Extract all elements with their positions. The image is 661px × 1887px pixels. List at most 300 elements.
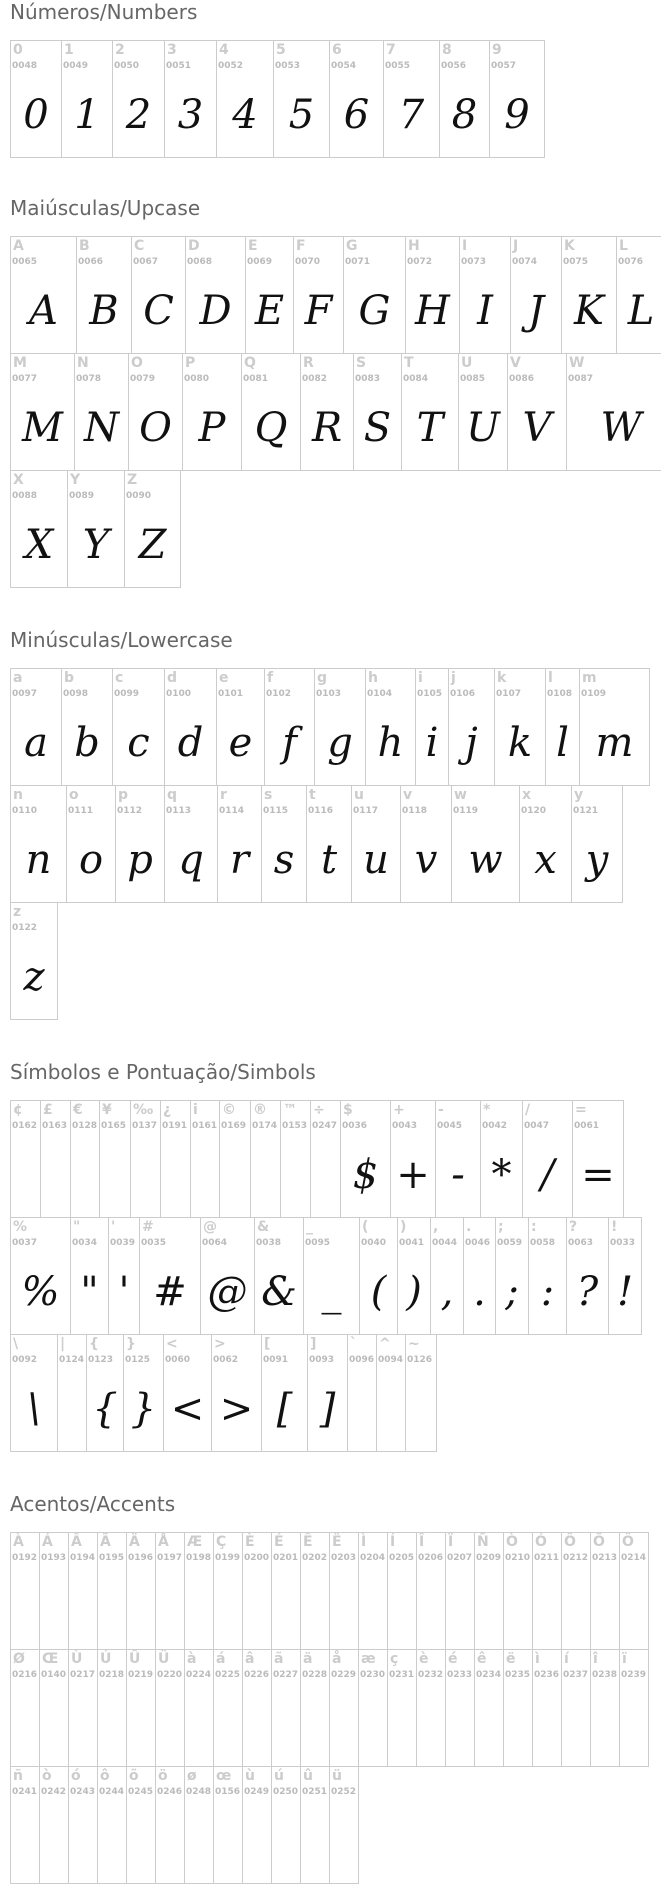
glyph-code-label: 0137 xyxy=(132,1121,158,1131)
glyph-cell-u27 xyxy=(108,1217,140,1335)
glyph-code-label: 0049 xyxy=(63,61,89,71)
glyph-code-label: 0251 xyxy=(302,1787,328,1797)
glyph-cell-u28 xyxy=(359,1217,398,1335)
glyph-sample: ( xyxy=(370,1269,387,1315)
glyph-char-label: w xyxy=(454,787,467,803)
glyph-code-label: 0097 xyxy=(12,689,38,699)
glyph-char-label: O xyxy=(131,355,143,371)
glyph-sample: q xyxy=(178,837,204,883)
glyph-cell-ua9 xyxy=(219,1100,251,1218)
glyph-char-label: ç xyxy=(390,1651,399,1667)
glyph-char-label: y xyxy=(574,787,584,803)
glyph-char-label: ó xyxy=(71,1768,81,1784)
glyph-char-label: K xyxy=(564,238,575,254)
glyph-code-label: 0086 xyxy=(509,374,535,384)
glyph-code-label: 0096 xyxy=(349,1355,375,1365)
glyph-code-label: 0169 xyxy=(221,1121,247,1131)
glyph-char-label: i xyxy=(418,670,423,686)
glyph-code-label: 0224 xyxy=(186,1670,212,1680)
glyph-cell-u2d xyxy=(435,1100,481,1218)
glyph-code-label: 0069 xyxy=(247,257,273,267)
glyph-sample: o xyxy=(78,837,104,883)
glyph-cell-g-upper xyxy=(343,236,406,354)
glyph-cell-u21 xyxy=(608,1217,642,1335)
glyph-char-label: ÷ xyxy=(313,1102,325,1118)
glyph-char-label: É xyxy=(274,1534,284,1550)
glyph-code-label: 0057 xyxy=(491,61,517,71)
glyph-code-label: 0091 xyxy=(263,1355,289,1365)
glyph-code-label: 0126 xyxy=(407,1355,433,1365)
glyph-cell-c-upper xyxy=(131,236,186,354)
glyph-cell-k-upper xyxy=(561,236,617,354)
glyph-cell-w-upper xyxy=(566,353,661,471)
glyph-sample: @ xyxy=(207,1269,248,1315)
glyph-char-label: ) xyxy=(400,1219,407,1235)
glyph-char-label: . xyxy=(466,1219,472,1235)
glyph-code-label: 0099 xyxy=(114,689,140,699)
glyph-code-label: 0051 xyxy=(166,61,192,71)
glyph-code-label: 0083 xyxy=(355,374,381,384)
glyph-code-label: 0066 xyxy=(78,257,104,267)
glyph-cell-u7e xyxy=(405,1334,437,1452)
glyph-cell-o-upper xyxy=(128,353,183,471)
glyph-cell-ud6 xyxy=(619,1532,649,1650)
glyph-char-label: å xyxy=(332,1651,342,1667)
glyph-cell-5 xyxy=(273,40,330,158)
glyph-code-label: 0218 xyxy=(99,1670,125,1680)
glyph-cell-ud4 xyxy=(561,1532,591,1650)
glyph-cell-uc1 xyxy=(39,1532,69,1650)
glyph-char-label: W xyxy=(569,355,585,371)
glyph-char-label: q xyxy=(167,787,178,803)
glyph-char-label: e xyxy=(219,670,229,686)
glyph-cell-uf9 xyxy=(242,1766,272,1884)
glyph-cell-a xyxy=(10,668,62,786)
glyph-code-label: 0243 xyxy=(70,1787,96,1797)
glyph-char-label: ï xyxy=(622,1651,627,1667)
glyph-code-label: 0064 xyxy=(202,1238,228,1248)
glyph-char-label: $ xyxy=(343,1102,353,1118)
glyph-char-label: k xyxy=(497,670,507,686)
glyph-char-label: / xyxy=(525,1102,531,1118)
glyph-code-label: 0112 xyxy=(117,806,143,816)
glyph-char-label: Ô xyxy=(564,1534,576,1550)
glyph-cell-uf7 xyxy=(310,1100,341,1218)
glyph-sample: y xyxy=(585,837,609,883)
glyph-cell-u7d xyxy=(123,1334,164,1452)
glyph-code-label: 0198 xyxy=(186,1553,212,1563)
glyph-cell-4 xyxy=(216,40,274,158)
glyph-code-label: 0252 xyxy=(331,1787,357,1797)
glyph-sample: ] xyxy=(319,1386,336,1432)
glyph-code-label: 0085 xyxy=(460,374,486,384)
glyph-sample: K xyxy=(574,288,604,334)
glyph-code-label: 0116 xyxy=(308,806,334,816)
glyph-char-label: Ø xyxy=(13,1651,25,1667)
glyph-char-label: Ü xyxy=(158,1651,170,1667)
glyph-cell-uc6 xyxy=(184,1532,214,1650)
glyph-cell-z xyxy=(10,902,58,1020)
glyph-cell-2 xyxy=(112,40,165,158)
glyph-code-label: 0034 xyxy=(72,1238,98,1248)
glyph-cell-m-upper xyxy=(10,353,75,471)
glyph-char-label: Å xyxy=(158,1534,169,1550)
glyph-cell-l-upper xyxy=(616,236,661,354)
glyph-char-label: œ xyxy=(216,1768,232,1784)
glyph-char-label: Ì xyxy=(361,1534,367,1550)
glyph-cell-u3c xyxy=(163,1334,212,1452)
glyph-sample: p xyxy=(127,837,153,883)
glyph-sample: S xyxy=(363,405,392,451)
glyph-code-label: 0065 xyxy=(12,257,38,267)
glyph-cell-u3d xyxy=(572,1100,624,1218)
glyph-cell-uef xyxy=(619,1649,649,1767)
glyph-sample: x xyxy=(534,837,557,883)
glyph-char-label: ã xyxy=(274,1651,284,1667)
glyph-code-label: 0229 xyxy=(331,1670,357,1680)
glyph-char-label: ú xyxy=(274,1768,284,1784)
glyph-char-label: & xyxy=(257,1219,270,1235)
glyph-cell-ua3 xyxy=(40,1100,71,1218)
glyph-char-label: Í xyxy=(390,1534,396,1550)
glyph-char-label: Æ xyxy=(187,1534,203,1550)
glyph-cell-u7b xyxy=(86,1334,124,1452)
glyph-code-label: 0248 xyxy=(186,1787,212,1797)
glyph-cell-ueb xyxy=(503,1649,533,1767)
glyph-cell-u25 xyxy=(10,1217,71,1335)
glyph-code-label: 0119 xyxy=(453,806,479,816)
glyph-char-label: ò xyxy=(42,1768,52,1784)
glyph-char-label: R xyxy=(303,355,314,371)
glyph-char-label: [ xyxy=(264,1336,271,1352)
glyph-code-label: 0113 xyxy=(166,806,192,816)
glyph-code-label: 0037 xyxy=(12,1238,38,1248)
glyph-code-label: 0196 xyxy=(128,1553,154,1563)
glyph-cell-9 xyxy=(489,40,545,158)
glyph-code-label: 0053 xyxy=(275,61,301,71)
glyph-code-label: 0095 xyxy=(305,1238,331,1248)
glyph-sample: { xyxy=(92,1386,118,1432)
glyph-sample: 9 xyxy=(504,92,530,138)
section-title: Minúsculas/Lowercase xyxy=(10,628,233,652)
glyph-cell-a-upper xyxy=(10,236,77,354)
glyph-code-label: 0050 xyxy=(114,61,140,71)
glyph-code-label: 0048 xyxy=(12,61,38,71)
glyph-code-label: 0232 xyxy=(418,1670,444,1680)
glyph-cell-m xyxy=(579,668,650,786)
glyph-sample: A xyxy=(29,288,58,334)
glyph-sample: , xyxy=(440,1269,454,1315)
glyph-char-label: ¥ xyxy=(102,1102,112,1118)
glyph-code-label: 0103 xyxy=(316,689,342,699)
glyph-char-label: ë xyxy=(506,1651,516,1667)
glyph-code-label: 0201 xyxy=(273,1553,299,1563)
glyph-sample: . xyxy=(473,1269,486,1315)
glyph-code-label: 0206 xyxy=(418,1553,444,1563)
section-title: Símbolos e Pontuação/Simbols xyxy=(10,1060,316,1084)
glyph-code-label: 0106 xyxy=(450,689,476,699)
glyph-code-label: 0205 xyxy=(389,1553,415,1563)
glyph-code-label: 0094 xyxy=(378,1355,404,1365)
glyph-sample: f xyxy=(282,720,297,766)
glyph-code-label: 0122 xyxy=(12,923,38,933)
glyph-sample: & xyxy=(261,1269,297,1315)
glyph-cell-i xyxy=(415,668,449,786)
glyph-code-label: 0156 xyxy=(215,1787,241,1797)
glyph-code-label: 0062 xyxy=(213,1355,239,1365)
glyph-sample: W xyxy=(600,405,642,451)
section-title: Acentos/Accents xyxy=(10,1492,176,1516)
glyph-code-label: 0068 xyxy=(187,257,213,267)
glyph-code-label: 0202 xyxy=(302,1553,328,1563)
glyph-code-label: 0098 xyxy=(63,689,89,699)
glyph-char-label: C xyxy=(134,238,145,254)
glyph-char-label: ù xyxy=(245,1768,255,1784)
glyph-code-label: 0238 xyxy=(592,1670,618,1680)
glyph-code-label: 0123 xyxy=(88,1355,114,1365)
glyph-char-label: Ò xyxy=(506,1534,518,1550)
glyph-code-label: 0214 xyxy=(621,1553,647,1563)
glyph-sample: b xyxy=(74,720,100,766)
glyph-char-label: 9 xyxy=(492,42,502,58)
glyph-char-label: X xyxy=(13,472,24,488)
section-title: Maiúsculas/Upcase xyxy=(10,196,201,220)
glyph-char-label: õ xyxy=(129,1768,139,1784)
glyph-cell-u5b xyxy=(261,1334,308,1452)
glyph-cell-s xyxy=(261,785,307,903)
glyph-code-label: 0076 xyxy=(618,257,644,267)
glyph-char-label: Ö xyxy=(622,1534,634,1550)
glyph-code-label: 0074 xyxy=(512,257,538,267)
glyph-sample: z xyxy=(23,954,45,1000)
glyph-char-label: G xyxy=(346,238,358,254)
glyph-sample: H xyxy=(415,288,450,334)
glyph-code-label: 0194 xyxy=(70,1553,96,1563)
glyph-char-label: c xyxy=(115,670,124,686)
glyph-char-label: 7 xyxy=(386,42,396,58)
glyph-cell-u5c xyxy=(10,1334,58,1452)
glyph-cell-ud3 xyxy=(532,1532,562,1650)
glyph-code-label: 0227 xyxy=(273,1670,299,1680)
glyph-char-label: L xyxy=(619,238,628,254)
glyph-code-label: 0210 xyxy=(505,1553,531,1563)
glyph-char-label: Î xyxy=(419,1534,425,1550)
glyph-code-label: 0082 xyxy=(302,374,328,384)
glyph-sample: < xyxy=(170,1386,205,1432)
glyph-code-label: 0071 xyxy=(345,257,371,267)
glyph-code-label: 0114 xyxy=(219,806,245,816)
glyph-code-label: 0216 xyxy=(12,1670,38,1680)
glyph-char-label: £ xyxy=(43,1102,53,1118)
glyph-cell-y-upper xyxy=(67,470,125,588)
glyph-cell-d xyxy=(164,668,217,786)
glyph-cell-u153 xyxy=(213,1766,243,1884)
glyph-cell-u xyxy=(351,785,401,903)
glyph-code-label: 0084 xyxy=(403,374,429,384)
glyph-char-label: ê xyxy=(477,1651,487,1667)
glyph-char-label: ø xyxy=(187,1768,197,1784)
glyph-cell-u26 xyxy=(254,1217,304,1335)
glyph-char-label: ì xyxy=(535,1651,540,1667)
glyph-cell-uae xyxy=(250,1100,281,1218)
glyph-cell-ue8 xyxy=(416,1649,446,1767)
glyph-char-label: á xyxy=(216,1651,226,1667)
glyph-cell-ue9 xyxy=(445,1649,475,1767)
glyph-cell-g xyxy=(314,668,366,786)
glyph-cell-ue7 xyxy=(387,1649,417,1767)
glyph-char-label: j xyxy=(451,670,456,686)
glyph-code-label: 0036 xyxy=(342,1121,368,1131)
glyph-code-label: 0200 xyxy=(244,1553,270,1563)
glyph-cell-uc3 xyxy=(97,1532,127,1650)
glyph-cell-u2030 xyxy=(130,1100,161,1218)
glyph-cell-h xyxy=(365,668,416,786)
glyph-cell-ud1 xyxy=(474,1532,504,1650)
glyph-code-label: 0108 xyxy=(547,689,573,699)
glyph-cell-ue1 xyxy=(213,1649,243,1767)
glyph-code-label: 0100 xyxy=(166,689,192,699)
glyph-char-label: " xyxy=(73,1219,81,1235)
glyph-char-label: s xyxy=(264,787,273,803)
glyph-char-label: û xyxy=(303,1768,313,1784)
glyph-sample: T xyxy=(416,405,444,451)
glyph-cell-u2e xyxy=(463,1217,496,1335)
glyph-code-label: 0043 xyxy=(392,1121,418,1131)
glyph-sample: G xyxy=(358,288,391,334)
glyph-char-label: ô xyxy=(100,1768,110,1784)
glyph-char-label: S xyxy=(356,355,367,371)
glyph-cell-3 xyxy=(164,40,217,158)
glyph-code-label: 0060 xyxy=(165,1355,191,1365)
glyph-code-label: 0055 xyxy=(385,61,411,71)
glyph-char-label: o xyxy=(69,787,79,803)
glyph-code-label: 0059 xyxy=(497,1238,523,1248)
glyph-code-label: 0197 xyxy=(157,1553,183,1563)
glyph-sample: 6 xyxy=(343,92,370,138)
glyph-char-label: , xyxy=(433,1219,439,1235)
glyph-char-label: æ xyxy=(361,1651,376,1667)
glyph-code-label: 0047 xyxy=(524,1121,550,1131)
glyph-sample: h xyxy=(377,720,404,766)
glyph-char-label: f xyxy=(267,670,274,686)
glyph-cell-ued xyxy=(561,1649,591,1767)
glyph-char-label: Ä xyxy=(129,1534,140,1550)
glyph-char-label: ] xyxy=(310,1336,317,1352)
glyph-code-label: 0045 xyxy=(437,1121,463,1131)
glyph-char-label: ä xyxy=(303,1651,313,1667)
glyph-cell-o xyxy=(66,785,116,903)
glyph-char-label: ¢ xyxy=(13,1102,23,1118)
glyph-char-label: È xyxy=(245,1534,255,1550)
glyph-cell-u152 xyxy=(39,1649,69,1767)
glyph-cell-ud5 xyxy=(590,1532,620,1650)
glyph-cell-e xyxy=(216,668,265,786)
glyph-char-label: À xyxy=(13,1534,24,1550)
glyph-char-label: g xyxy=(317,670,328,686)
glyph-code-label: 0237 xyxy=(563,1670,589,1680)
glyph-sample: E xyxy=(254,288,285,334)
glyph-char-label: ! xyxy=(611,1219,618,1235)
glyph-sample: D xyxy=(199,288,232,334)
glyph-sample: $ xyxy=(352,1152,379,1198)
glyph-cell-u-upper xyxy=(458,353,508,471)
glyph-sample: / xyxy=(540,1152,555,1198)
glyph-sample: V xyxy=(522,405,552,451)
glyph-code-label: 0061 xyxy=(574,1121,600,1131)
glyph-char-label: \ xyxy=(13,1336,19,1352)
glyph-cell-ufb xyxy=(300,1766,330,1884)
glyph-cell-uc5 xyxy=(155,1532,185,1650)
glyph-code-label: 0125 xyxy=(125,1355,151,1365)
glyph-char-label: ^ xyxy=(379,1336,391,1352)
glyph-cell-ue2 xyxy=(242,1649,272,1767)
glyph-cell-ue0 xyxy=(184,1649,214,1767)
glyph-cell-ucc xyxy=(358,1532,388,1650)
glyph-code-label: 0115 xyxy=(263,806,289,816)
glyph-cell-h-upper xyxy=(405,236,460,354)
glyph-sample: O xyxy=(139,405,172,451)
glyph-char-label: Ç xyxy=(216,1534,227,1550)
glyph-cell-uda xyxy=(97,1649,127,1767)
glyph-char-label: ~ xyxy=(408,1336,420,1352)
glyph-cell-u2c xyxy=(430,1217,464,1335)
glyph-char-label: t xyxy=(309,787,316,803)
glyph-char-label: ‰ xyxy=(133,1102,154,1118)
glyph-code-label: 0105 xyxy=(417,689,443,699)
glyph-code-label: 0081 xyxy=(243,374,269,384)
glyph-char-label: Ã xyxy=(100,1534,111,1550)
glyph-char-label: í xyxy=(564,1651,569,1667)
glyph-sample: L xyxy=(627,288,655,334)
glyph-sample: c xyxy=(127,720,150,766)
glyph-code-label: 0153 xyxy=(282,1121,308,1131)
glyph-code-label: 0033 xyxy=(610,1238,636,1248)
glyph-sample: B xyxy=(89,288,119,334)
glyph-sample: w xyxy=(468,837,503,883)
glyph-sample: [ xyxy=(276,1386,293,1432)
glyph-sample: ? xyxy=(576,1269,599,1315)
glyph-cell-uf8 xyxy=(184,1766,214,1884)
glyph-cell-n xyxy=(10,785,67,903)
glyph-char-label: p xyxy=(118,787,129,803)
glyph-cell-7 xyxy=(383,40,440,158)
glyph-sample: : xyxy=(540,1269,555,1315)
glyph-cell-ud8 xyxy=(10,1649,40,1767)
glyph-cell-uc2 xyxy=(68,1532,98,1650)
glyph-cell-k xyxy=(494,668,546,786)
glyph-cell-u2b xyxy=(390,1100,436,1218)
glyph-char-label: ; xyxy=(498,1219,504,1235)
glyph-char-label: E xyxy=(248,238,258,254)
glyph-cell-i xyxy=(190,1100,220,1218)
glyph-char-label: ¿ xyxy=(163,1102,172,1118)
glyph-char-label: ü xyxy=(332,1768,342,1784)
glyph-char-label: V xyxy=(510,355,521,371)
glyph-char-label: B xyxy=(79,238,90,254)
glyph-char-label: A xyxy=(13,238,24,254)
glyph-char-label: x xyxy=(522,787,532,803)
glyph-char-label: ( xyxy=(362,1219,369,1235)
glyph-char-label: d xyxy=(167,670,178,686)
glyph-code-label: 0079 xyxy=(130,374,156,384)
glyph-cell-ud2 xyxy=(503,1532,533,1650)
glyph-cell-f xyxy=(264,668,315,786)
glyph-char-label: n xyxy=(13,787,23,803)
glyph-code-label: 0220 xyxy=(157,1670,183,1680)
glyph-char-label: ? xyxy=(569,1219,578,1235)
glyph-char-label: Œ xyxy=(42,1651,59,1667)
glyph-cell-u7c xyxy=(57,1334,87,1452)
